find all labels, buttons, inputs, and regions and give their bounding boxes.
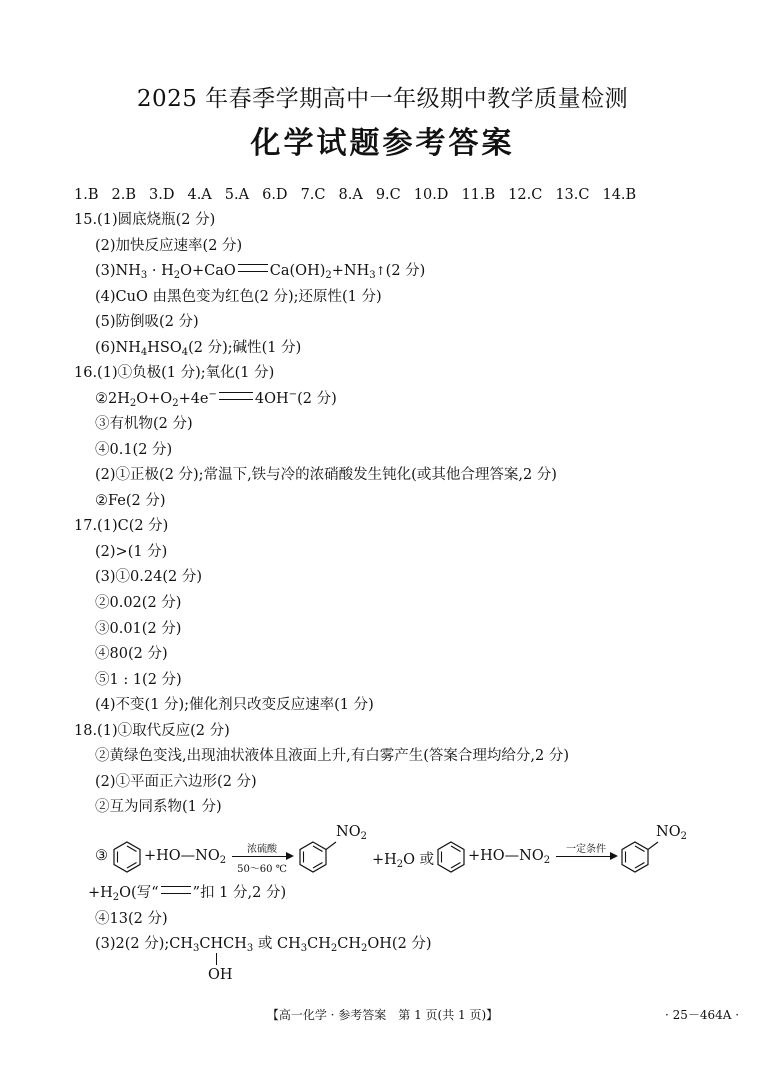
subscript: 2	[543, 855, 551, 866]
q17-part1: 17.(1)C(2 分)	[74, 518, 169, 534]
mcq-answer: 13.C	[555, 187, 590, 203]
formula-text: +H	[88, 885, 113, 901]
q17-part3-5: ⑤1 : 1(2 分)	[95, 672, 182, 688]
q16-part1-equation	[95, 390, 337, 408]
superscript: −	[288, 389, 298, 400]
subscript: 4	[140, 347, 148, 358]
formula-text: +H	[372, 852, 397, 868]
q16-part2-2: ②Fe(2 分)	[95, 493, 166, 509]
equation-text: (6)NH	[95, 340, 141, 356]
q15-part2: (2)加快反应速率(2 分)	[95, 238, 243, 254]
q16-part1-4: ④0.1(2 分)	[95, 442, 173, 458]
subscript: 2	[112, 892, 120, 903]
q18-part2-3-tail	[88, 884, 286, 902]
q16-part1: 16.(1)①负极(1 分);氧化(1 分)	[74, 365, 275, 381]
benzene-ring-icon	[436, 840, 466, 874]
subscript: 2	[173, 270, 181, 281]
hydroxyl-branch-label: OH	[208, 967, 233, 983]
mcq-answer: 3.D	[149, 187, 175, 203]
mcq-answer: 8.A	[338, 187, 363, 203]
equation-text: · H	[147, 263, 174, 279]
nitric-acid-formula	[468, 848, 550, 864]
q17-part3-2: ②0.02(2 分)	[95, 595, 182, 611]
page-title: 2025 年春季学期高中一年级期中教学质量检测	[136, 86, 629, 112]
subscript: 3	[246, 943, 254, 954]
equation-text: 4OH	[254, 391, 289, 407]
mcq-answer: 4.A	[187, 187, 212, 203]
mcq-answer: 5.A	[224, 187, 250, 203]
q17-part3-4: ④80(2 分)	[95, 646, 168, 662]
subscript: 2	[172, 398, 179, 409]
reaction-arrow-line	[556, 856, 612, 857]
q17-part3-3: ③0.01(2 分)	[95, 621, 182, 637]
mcq-answer: 10.D	[413, 187, 449, 203]
equals-sign	[161, 886, 191, 894]
reaction-arrow-icon	[610, 852, 618, 860]
equation-text: +NH	[331, 263, 370, 279]
q15-part5: (5)防倒吸(2 分)	[95, 314, 199, 330]
q18-part2-1: (2)①平面正六边形(2 分)	[95, 774, 257, 790]
equals-sign	[219, 392, 253, 400]
equation-text: HSO	[147, 340, 182, 356]
superscript: −	[208, 389, 217, 400]
subscript: 3	[300, 943, 308, 954]
formula-text: O(写“	[119, 885, 159, 901]
bond-line	[216, 953, 217, 965]
q18-part2-2: ②互为同系物(1 分)	[95, 799, 222, 815]
mcq-answer: 6.D	[262, 187, 288, 203]
nitric-acid-formula	[144, 848, 226, 864]
equation-text: O+O	[136, 391, 173, 407]
formula-text: CH	[307, 936, 331, 952]
score-text: ”扣 1 分,2 分)	[192, 885, 287, 901]
mcq-answer: 14.B	[602, 187, 637, 203]
reaction-condition-temperature: 50～60 ℃	[237, 864, 287, 875]
q15-part6	[95, 339, 301, 357]
nitrobenzene-ring-icon	[620, 840, 660, 874]
q18-part2-4: ④13(2 分)	[95, 911, 168, 927]
mcq-answer: 1.B	[74, 187, 99, 203]
formula-text: O 或	[403, 852, 435, 868]
page-subtitle: 化学试题参考答案	[250, 126, 515, 161]
q18-part3	[95, 935, 432, 953]
formula-text: NO	[336, 824, 361, 840]
equation-text: (2 分);碱性(1 分)	[188, 340, 302, 356]
q17-part4: (4)不变(1 分);催化剂只改变反应速率(1 分)	[95, 697, 374, 713]
formula-text: 或 CH	[253, 936, 301, 952]
mcq-answer-row	[74, 186, 636, 204]
gas-arrow-icon: ↑	[375, 264, 386, 278]
water-product	[372, 848, 434, 869]
subscript: 2	[219, 855, 227, 866]
formula-text: +HO—NO	[144, 848, 220, 864]
q15-part4: (4)CuO 由黑色变为红色(2 分);还原性(1 分)	[95, 289, 382, 305]
equation-text: Ca(OH)	[269, 263, 326, 279]
q15-part1: 15.(1)圆底烧瓶(2 分)	[74, 212, 216, 228]
mcq-answer: 2.B	[111, 187, 136, 203]
reaction-condition-catalyst: 浓硫酸	[247, 844, 277, 855]
subscript: 2	[361, 943, 368, 954]
reaction-arrow-icon	[286, 852, 294, 860]
subscript: 2	[129, 398, 137, 409]
mcq-answer: 9.C	[375, 187, 401, 203]
nitro-group-label	[336, 824, 367, 840]
subscript: 3	[369, 270, 376, 281]
score-text: OH(2 分)	[367, 936, 432, 952]
formula-text: CH	[337, 936, 361, 952]
subscript: 2	[325, 270, 332, 281]
benzene-ring-icon	[112, 840, 142, 874]
q18-part1-2: ②黄绿色变浅,出现油状液体且液面上升,有白雾产生(答案合理均给分,2 分)	[95, 748, 569, 764]
reaction-condition-generic: 一定条件	[566, 844, 606, 855]
reaction-number: ③	[95, 848, 108, 864]
score-text: (2 分)	[297, 391, 337, 407]
nitro-group-label	[656, 824, 687, 840]
subscript: 2	[396, 859, 404, 870]
equation-text: (3)NH	[95, 263, 141, 279]
q17-part3-1: (3)①0.24(2 分)	[95, 569, 202, 585]
q17-part2: (2)>(1 分)	[95, 544, 168, 560]
mcq-answer: 11.B	[461, 187, 496, 203]
subscript: 2	[360, 831, 367, 842]
document-code: · 25－464A ·	[665, 1008, 740, 1022]
equals-sign	[238, 264, 268, 272]
mcq-answer: 12.C	[508, 187, 543, 203]
q16-part1-3: ③有机物(2 分)	[95, 416, 193, 432]
q16-part2: (2)①正极(2 分);常温下,铁与冷的浓硝酸发生钝化(或其他合理答案,2 分)	[95, 467, 557, 483]
nitration-reaction	[0, 820, 765, 880]
page-footer: 【高一化学 · 参考答案 第 1 页(共 1 页)】	[266, 1008, 499, 1022]
nitrobenzene-ring-icon	[298, 840, 338, 874]
q15-part3-equation	[95, 262, 425, 280]
formula-text: CHCH	[199, 936, 247, 952]
equation-text: O+CaO	[180, 263, 236, 279]
formula-text: (3)2(2 分);CH	[95, 936, 194, 952]
subscript: 2	[680, 831, 687, 842]
equation-text: +4e	[178, 391, 209, 407]
subscript: 3	[193, 943, 200, 954]
mcq-answer: 7.C	[300, 187, 326, 203]
formula-text: +HO—NO	[468, 848, 544, 864]
subscript: 3	[140, 270, 148, 281]
formula-text: NO	[656, 824, 681, 840]
reaction-arrow-line	[232, 856, 288, 857]
subscript: 2	[330, 943, 338, 954]
q18-part1: 18.(1)①取代反应(2 分)	[74, 723, 230, 739]
subscript: 4	[181, 347, 189, 358]
equation-text: ②2H	[95, 391, 130, 407]
score-text: (2 分)	[385, 263, 426, 279]
